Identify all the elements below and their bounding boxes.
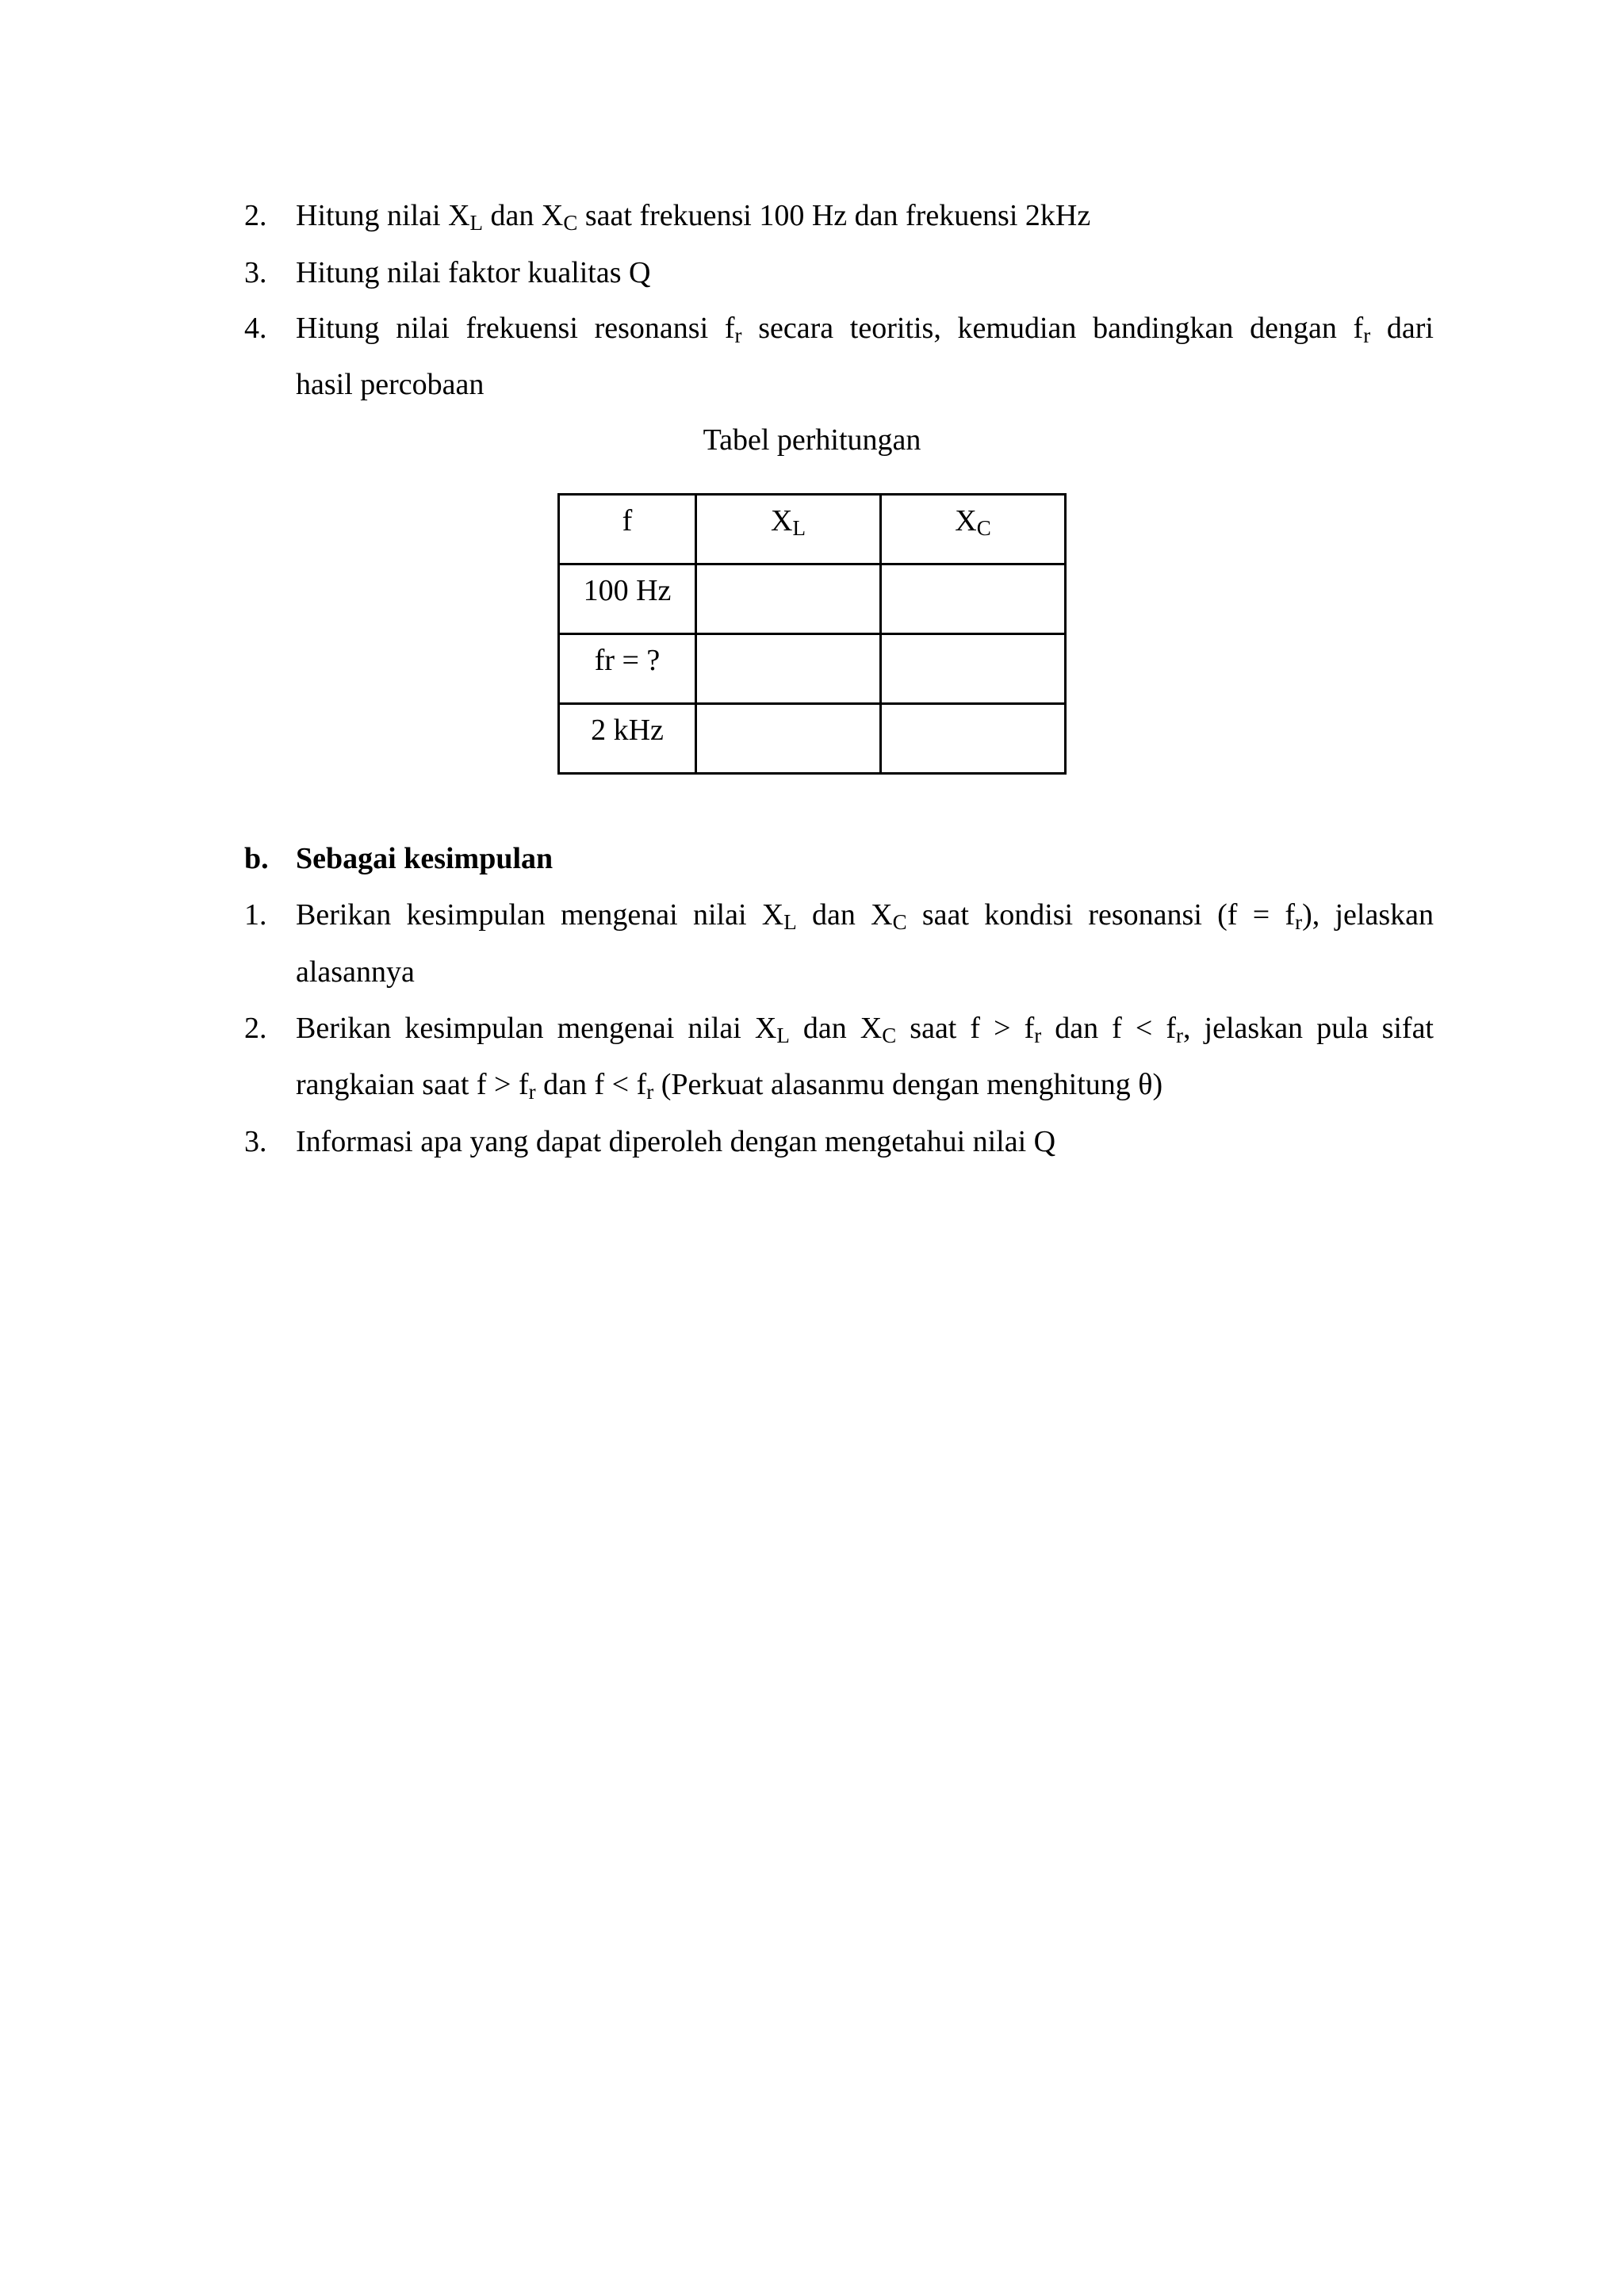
list-number: 1. (244, 898, 267, 932)
list-text (296, 197, 1090, 234)
row-label-cell: 100 Hz (559, 564, 696, 634)
table-row (559, 704, 1066, 774)
text-run: secara teoritis, kemudian bandingkan dengan f (741, 312, 1364, 345)
list-text: Hitung nilai faktor kualitas Q (296, 256, 651, 289)
list-number: 2. (244, 1012, 267, 1045)
header-cell-f: f (559, 495, 696, 564)
xc-input-cell[interactable] (881, 704, 1066, 774)
xl-input-cell[interactable] (696, 634, 881, 704)
xc-input-cell[interactable] (881, 564, 1066, 634)
subscript: r (1363, 323, 1371, 347)
list-text: Berikan kesimpulan mengenai nilai $X_L$ dan $X_C$ saat kondisi resonansi $(f = f_r)$, jelaskan (296, 898, 1434, 934)
subscript: r (734, 323, 742, 347)
calculation-table (557, 493, 1067, 775)
table-caption: Tabel perhitungan (703, 423, 921, 457)
list-text: Berikan kesimpulan mengenai nilai $X_L$ dan $X_C$ saat $f > f_r$ dan $f < f_r$, jelaskan pula sifat (296, 1012, 1434, 1047)
row-label-cell: 2 kHz (559, 704, 696, 774)
text-run: Hitung nilai frekuensi resonansi f (296, 312, 735, 345)
list-text: alasannya (296, 955, 415, 989)
list-number: 2. (244, 199, 267, 232)
xl-input-cell[interactable] (696, 704, 881, 774)
subscript: C (563, 211, 578, 235)
row-label-cell: fr = ? (559, 634, 696, 704)
text-run: dari (1370, 312, 1434, 345)
text-run: Hitung nilai X (296, 199, 470, 232)
section-label: b. (244, 842, 269, 875)
header-cell-xc: $X_C$ (881, 495, 1066, 564)
xc-input-cell[interactable] (881, 634, 1066, 704)
list-number: 3. (244, 1125, 267, 1158)
list-number: 4. (244, 312, 267, 345)
list-text: Informasi apa yang dapat diperoleh dengan mengetahui nilai Q (296, 1125, 1056, 1158)
header-cell-xl: $X_L$ (696, 495, 881, 564)
list-number: 3. (244, 256, 267, 289)
table-row (559, 634, 1066, 704)
xl-input-cell[interactable] (696, 564, 881, 634)
text-run: saat frekuensi 100 Hz dan frekuensi 2kHz (577, 199, 1091, 232)
table-header-row (559, 495, 1066, 564)
table-row (559, 564, 1066, 634)
subscript: L (469, 211, 484, 235)
section-title: Sebagai kesimpulan (296, 842, 553, 875)
text-run: dan X (483, 199, 564, 232)
list-text: rangkaian saat $f > f_r$ dan $f < f_r$ (Perkuat alasanmu dengan menghitung θ) (296, 1068, 1163, 1104)
list-text: hasil percobaan (296, 368, 485, 401)
list-text (296, 310, 1434, 346)
